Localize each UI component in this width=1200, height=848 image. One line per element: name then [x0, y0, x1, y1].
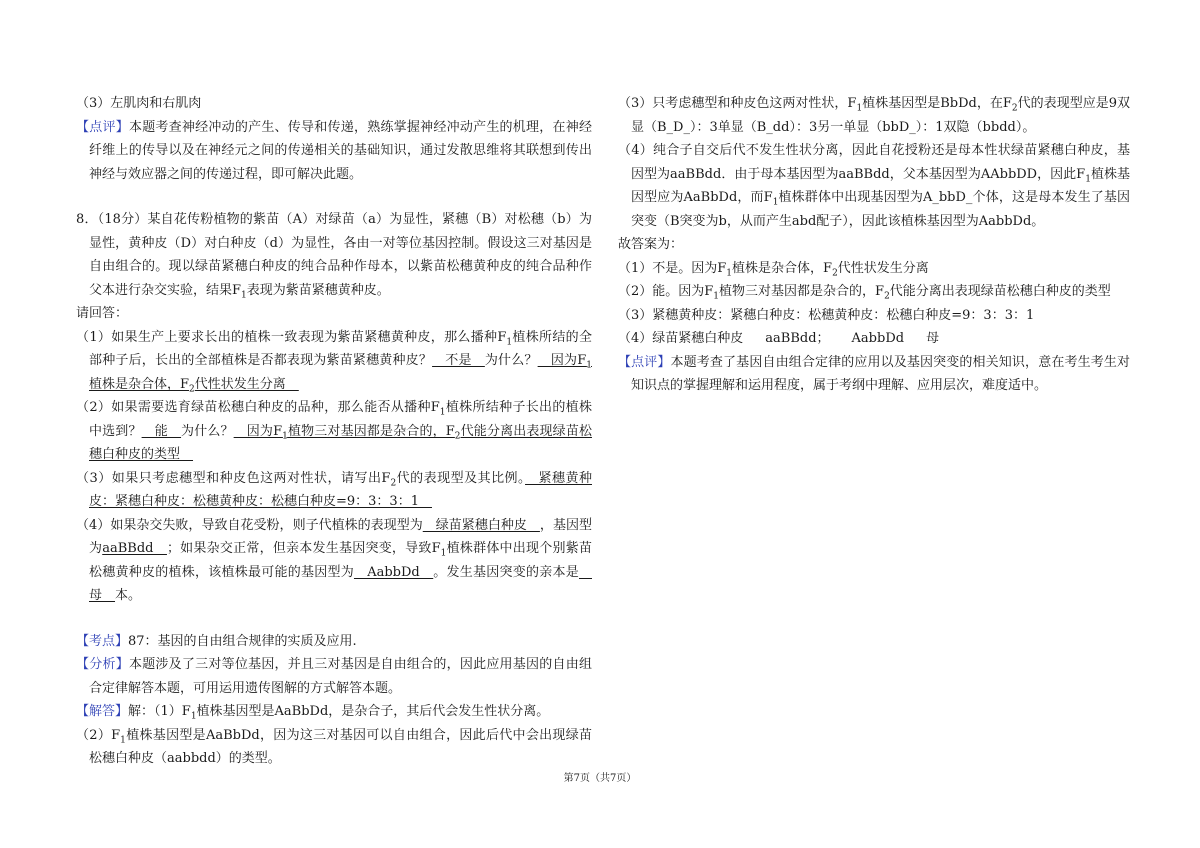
question-8-part-2: （2）如果需要选育绿苗松穗白种皮的品种，那么能否从播种$F_1$植株所结种子长出的植株中选到？ 能 为什么？ 因为$F_1$植物三对基因都是杂合的，$F_2$代能分离出表现绿苗松穗白种皮的类型 [76, 400, 592, 462]
answer-blank: 能 [141, 423, 182, 439]
review-tag: 【点评】 [76, 119, 129, 135]
solution-3: （3）只考虑穗型和种皮色这两对性状，$F_1$植株基因型是BbDd，在$F_2$代的表现型应是9双显（B_D_）：3单显（B_dd）：3另一单显（bbD_）：1双隐（bbdd）。 [618, 96, 1131, 135]
question-8-stem: 8．（18分）某自花传粉植物的紫苗（A）对绿苗（a）为显性，紧穗（B）对松穗（b）为显性，黄种皮（D）对白种皮（d）为显性，各由一对等位基因控制。假设这三对基因是自由组合的。现以绿苗紧穗白种皮的纯合品种作母本，以紫苗松穗黄种皮的纯合品种作父本进行杂交实验，结果$F_1$表现为紫苗紧穗黄种皮。 [76, 212, 592, 301]
review-tag: 【点评】 [618, 354, 671, 370]
final-answer-4: （4）绿苗紧穗白种皮 aaBBdd； AabbDd 母 [618, 331, 940, 346]
question-8-part-1: （1）如果生产上要求长出的植株一致表现为紫苗紧穗黄种皮，那么播种$F_1$植株所结的全部种子后，长出的全部植株是否都表现为紫苗紧穗黄种皮？ 不是 为什么？ 因为$F_1$植株是杂合体，$F_2$代性状发生分离 [76, 329, 592, 395]
final-answer-2: （2）能。因为$F_1$植物三对基因都是杂合的，$F_2$代能分离出表现绿苗松穗白种皮的类型 [618, 284, 1111, 302]
question-8-part-3: （3）如果只考虑穗型和种皮色这两对性状，请写出$F_2$代的表现型及其比例。 紧穗黄种皮：紧穗白种皮：松穗黄种皮：松穗白种皮=9：3：3：1 [76, 470, 592, 509]
jieda-tag: 【解答】 [76, 704, 129, 719]
kaodian-paragraph: 【考点】87：基因的自由组合规律的实质及应用. [76, 633, 357, 649]
answer-blank: 绿苗紧穗白种皮 [422, 517, 540, 533]
prev-answer-3: （3）左肌肉和右肌肉 [76, 96, 202, 111]
question-8-part-4: （4）如果杂交失败，导致自花受粉，则子代植株的表现型为 绿苗紧穗白种皮 ，基因型为aaBBdd ；如果杂交正常，但亲本发生基因突变，导致$F_1$植株群体中出现个别紫苗松穗黄种皮的植株，该植株最可能的基因型为 AabbDd 。发生基因突变的亲本是 母 本。 [76, 517, 592, 603]
answer-blank: aaBBdd [102, 541, 167, 556]
answer-blank: 母 [89, 564, 592, 603]
left-column [76, 92, 592, 771]
review-paragraph-2: 【点评】本题考查了基因自由组合定律的应用以及基因突变的相关知识，意在考生考生对知识点的掌握理解和运用程度，属于考纲中理解、应用层次，难度适中。 [618, 354, 1130, 393]
final-answer-3: （3）紧穗黄种皮：紧穗白种皮：松穗黄种皮：松穗白种皮=9：3：3：1 [618, 307, 1035, 323]
answer-blank: 因为$F_1$植物三对基因都是杂合的，$F_2$代能分离出表现绿苗松穗白种皮的类型 [89, 423, 592, 462]
page-footer: 第7页（共7页） [563, 773, 637, 784]
review-text: 本题考查神经冲动的产生、传导和传递，熟练掌握神经冲动产生的机理，在神经纤维上的传导以及在神经元之间的传递相关的基础知识，通过发散思维将其联想到传出神经与效应器之间的传递过程，即可解决此题。 [89, 119, 592, 182]
solution-4: （4）纯合子自交后代不发生性状分离，因此自花授粉还是母本性状绿苗紧穗白种皮，基因型为aaBBdd．由于母本基因型为aaBBdd，父本基因型为AAbbDD，因此$F_1$植株基因型应为AaBbDd，而$F_1$植株群体中出现基因型为A_bbD_个体，这是母本发生了基因突变（B突变为b，从而产生abd配子），因此该植株基因型为AabbDd。 [618, 143, 1130, 229]
solution-2: $(2)F_1$植株基因型是AaBbDd，因为这三对基因可以自由组合，因此后代中会出现绿苗松穗白种皮（aabbdd）的类型。 [76, 727, 592, 766]
final-answer-1: （1）不是。因为$F_1$植株是杂合体，$F_2$代性状发生分离 [618, 260, 929, 279]
answer-blank: 不是 [432, 353, 485, 368]
review-paragraph [76, 116, 592, 187]
answer-blank: 紧穗黄种皮：紧穗白种皮：松穗黄种皮：松穗白种皮=9：3：3：1 [89, 470, 592, 509]
right-column [618, 92, 1130, 398]
jieda-paragraph: 【解答】解：$(1)F_1$植株基因型是AaBbDd，是杂合子，其后代会发生性状分离。 [76, 704, 550, 722]
kaodian-tag: 【考点】 [76, 633, 129, 649]
answer-blank: 因为$F_1$植株是杂合体，$F_2$代性状发生分离 [89, 353, 592, 395]
question-8-ask: 请回答： [76, 306, 129, 321]
answer-blank: AabbDd [353, 564, 434, 580]
fenxi-tag: 【分析】 [76, 657, 129, 672]
fenxi-paragraph: 【分析】本题涉及了三对等位基因，并且三对基因是自由组合的，因此应用基因的自由组合定律解答本题，可用运用遗传图解的方式解答本题。 [76, 657, 592, 696]
answer-heading: 故答案为： [618, 237, 684, 252]
